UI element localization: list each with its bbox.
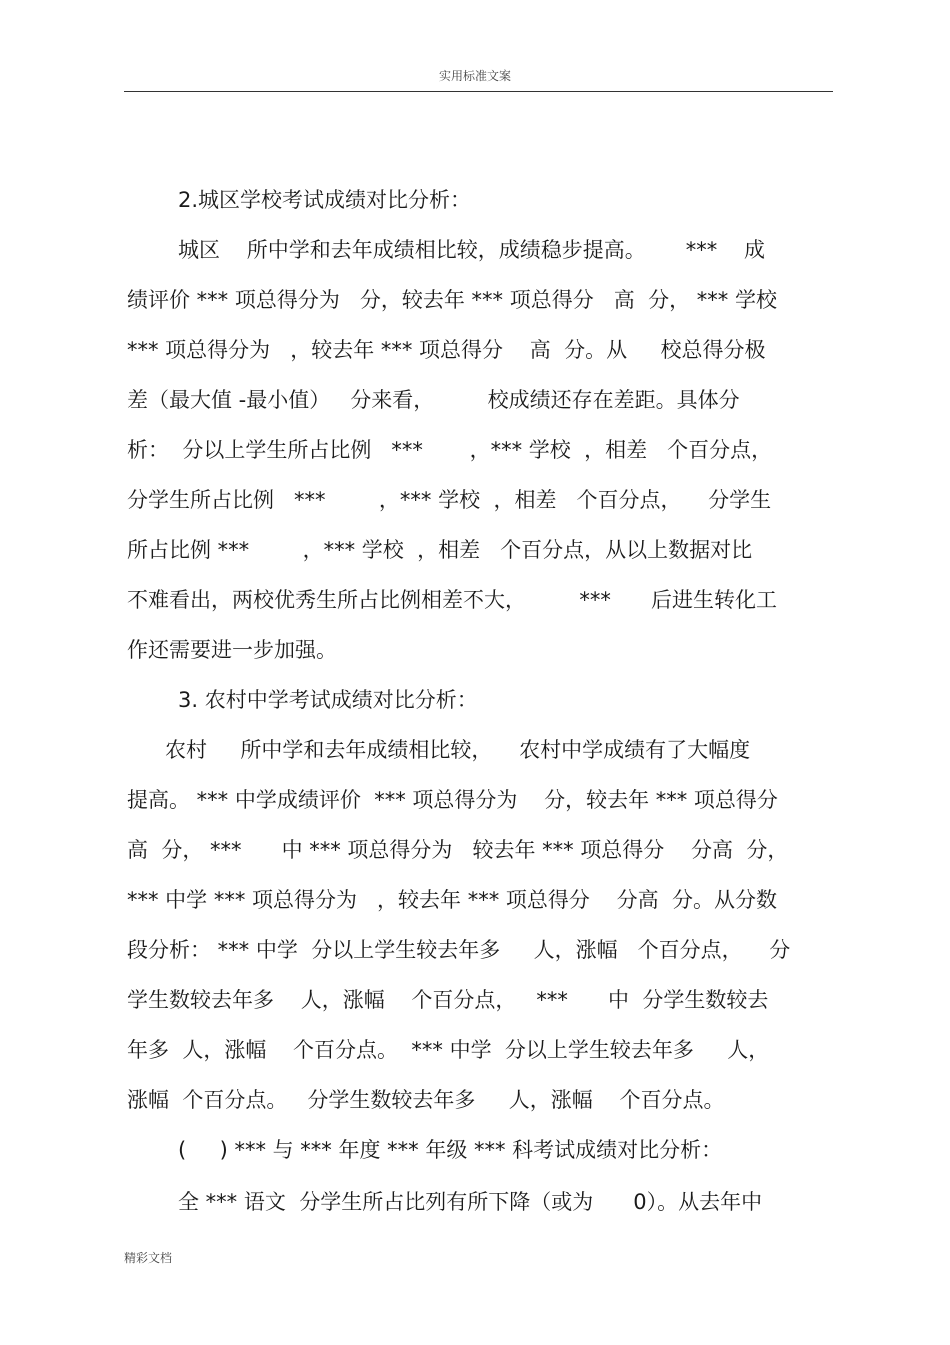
text-line: *** 项总得分为 ，较去年 *** 项总得分 高 分。从 校总得分极: [127, 338, 766, 362]
text-line: 段分析： *** 中学 分以上学生较去年多 人，涨幅 个百分点， 分: [127, 938, 791, 962]
section-heading-urban: 2.城区学校考试成绩对比分析：: [178, 188, 472, 212]
text-line: 高 分， *** 中 *** 项总得分为 较去年 *** 项总得分 分高 分，: [127, 838, 789, 862]
text-line: 分学生所占比例 *** ，*** 学校 ，相差 个百分点， 分学生: [127, 488, 772, 512]
text-line: 作还需要进一步加强。: [127, 638, 337, 662]
header-divider: [124, 91, 833, 92]
text-line: 差（最大值 -最小值） 分来看， 校成绩还存在差距。具体分: [127, 388, 740, 412]
text-line: 不难看出，两校优秀生所占比例相差不大， *** 后进生转化工: [127, 588, 777, 612]
text-line: 学生数较去年多 人，涨幅 个百分点， *** 中 分学生数较去: [127, 988, 769, 1012]
text-line: 全 *** 语文 分学生所占比列有所下降（或为 0）。从去年中: [178, 1190, 763, 1214]
text-line: 城区 所中学和去年成绩相比较，成绩稳步提高。 *** 成: [178, 238, 765, 262]
text-line: 农村 所中学和去年成绩相比较， 农村中学成绩有了大幅度: [165, 738, 751, 762]
section-heading-rural: 3. 农村中学考试成绩对比分析：: [178, 688, 478, 712]
text-line: 年多 人，涨幅 个百分点。 *** 中学 分以上学生较去年多 人，: [127, 1038, 770, 1062]
text-line: 所占比例 *** ，*** 学校 ，相差 个百分点，从以上数据对比: [127, 538, 753, 562]
text-line: 析： 分以上学生所占比例 *** ，*** 学校 ，相差 个百分点，: [127, 438, 773, 462]
header-title: 实用标准文案: [438, 69, 511, 83]
text-line: 提高。 *** 中学成绩评价 *** 项总得分为 分，较去年 *** 项总得分: [127, 788, 778, 812]
text-line: 绩评价 *** 项总得分为 分，较去年 *** 项总得分 高 分， *** 学校: [127, 288, 777, 312]
text-line: *** 中学 *** 项总得分为 ，较去年 *** 项总得分 分高 分。从分数: [127, 888, 777, 912]
page-footer: 精彩文档: [124, 1251, 173, 1265]
section-heading-yearly: ( ) *** 与 *** 年度 *** 年级 *** 科考试成绩对比分析：: [178, 1138, 723, 1162]
text-line: 涨幅 个百分点。 分学生数较去年多 人，涨幅 个百分点。: [127, 1088, 725, 1112]
